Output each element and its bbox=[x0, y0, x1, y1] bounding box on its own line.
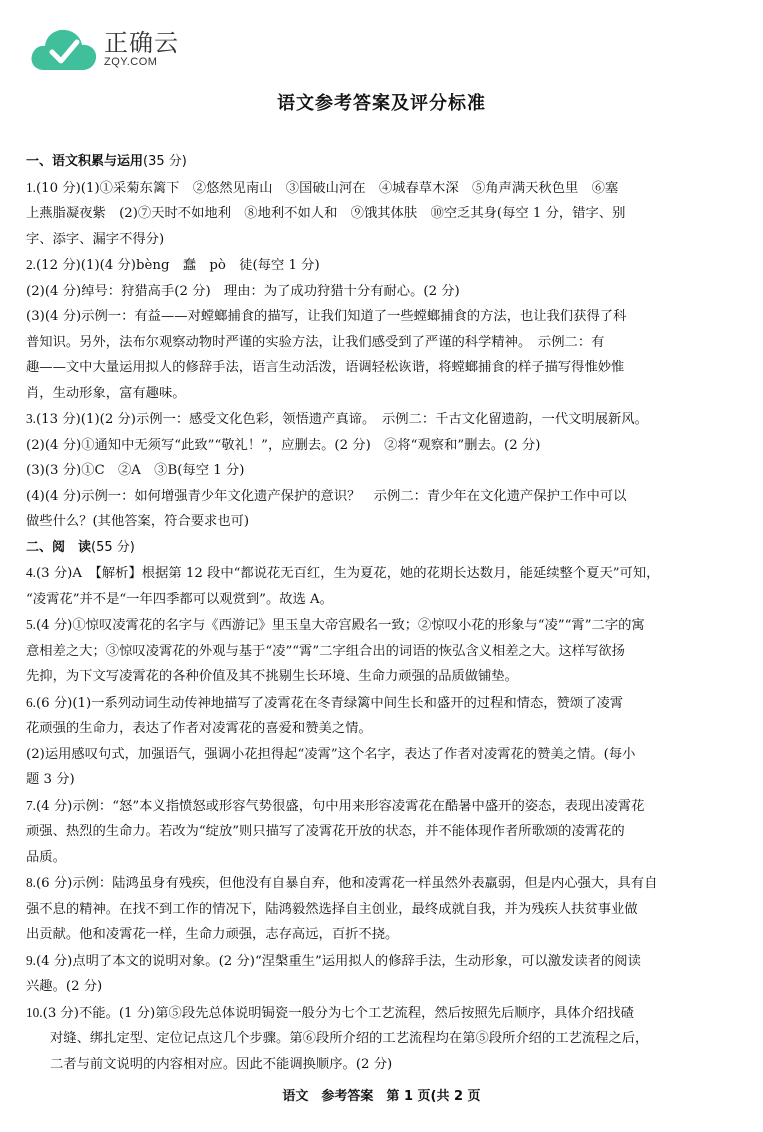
answer-line: 顽强、热烈的生命力。若改为“绽放”则只描写了凌霄花开放的状态，并不能体现作者所歌颂的凌霄花的 bbox=[26, 824, 625, 839]
answer-line: 趣——文中大量运用拟人的修辞手法，语言生动活泼，语调轻松诙谐，将螳螂捕食的样子描写得惟妙惟 bbox=[26, 360, 625, 375]
answer-item bbox=[26, 690, 744, 717]
answer-line: 肖，生动形象，富有趣味。 bbox=[26, 385, 186, 401]
question-number: 3. bbox=[26, 411, 36, 426]
answer-item bbox=[26, 870, 744, 897]
answer-line: (3 分)A 【解析】根据第 12 段中“都说花无百红，生为夏花，她的花期长达数月，能延续整个夏天”可知， bbox=[35, 566, 660, 581]
section-title: 一、语文积累与运用 bbox=[26, 154, 144, 169]
cloud-check-icon bbox=[30, 26, 98, 72]
answer-line: 先抑，为下文写凌霄花的各种价值及其不挑剔生长环境、生命力顽强的品质做铺垫。 bbox=[26, 669, 518, 684]
section-title: 二、阅 读 bbox=[26, 539, 92, 555]
question-number: 7. bbox=[26, 797, 36, 813]
section-points: (35 分) bbox=[143, 154, 187, 169]
answer-line: 题 3 分) bbox=[26, 772, 75, 787]
answer-line: (4 分)点明了本文的说明对象。(2 分)“涅槃重生”运用拟人的修辞手法，生动形象，可以激发读者的阅读 bbox=[35, 953, 641, 969]
answer-item bbox=[26, 252, 744, 279]
answer-line: 对缝、绑扎定型、定位记点这几个步骤。第⑥段所介绍的工艺流程均在第⑤段所介绍的工艺流程之后， bbox=[50, 1031, 649, 1046]
answer-item bbox=[26, 406, 744, 433]
answer-line: 字、添字、漏字不得分) bbox=[26, 231, 165, 247]
question-number: 1. bbox=[26, 179, 36, 195]
answer-line: (4 分)示例：“怒”本义指愤怒或形容气势很盛，句中用来形容凌霄花在酷暑中盛开的姿态，表现出凌霄花 bbox=[35, 798, 645, 814]
answer-line: (3)(3 分)①C ②A ③B(每空 1 分) bbox=[26, 463, 245, 478]
question-number: 2. bbox=[26, 257, 36, 272]
answer-line: 品质。 bbox=[26, 849, 66, 865]
answer-item bbox=[26, 1000, 744, 1078]
question-number: 5. bbox=[26, 617, 36, 632]
section-heading bbox=[26, 535, 744, 561]
answer-line: (2)(4 分)①通知中无须写“此致”“敬礼！”，应删去。(2 分) ②将“观察和”删去。(2 分) bbox=[26, 437, 541, 453]
logo-domain: ZQY.COM bbox=[104, 56, 158, 68]
section-heading bbox=[26, 149, 744, 175]
answer-line: 普知识。另外，法布尔观察动物时严谨的实验方法，让我们感受到了严谨的科学精神。 示例二：有 bbox=[26, 334, 605, 350]
answer-item bbox=[26, 560, 744, 587]
answer-line: (6 分)示例：陆鸿虽身有残疾，但他没有自暴自弃，他和凌霄花一样虽然外表羸弱，但是内心强大，具有自 bbox=[35, 876, 658, 891]
answer-line: (12 分)(1)(4 分)bèng 蠢 pò 徒(每空 1 分) bbox=[35, 258, 320, 273]
answer-line: (2)运用感叹句式，加强语气，强调小花担得起“凌霄”这个名字，表达了作者对凌霄花的赞美之情。(每小 bbox=[26, 746, 636, 762]
answer-line: (6 分)(1)一系列动词生动传神地描写了凌霄花在冬青绿篱中间生长和盛开的过程和情态，赞颂了凌霄 bbox=[35, 695, 624, 711]
question-number: 10. bbox=[26, 1004, 43, 1020]
answer-line: (13 分)(1)(2 分)示例一：感受文化色彩，领悟遗产真谛。 示例二：千古文化留遗韵，一代文明展新风。 bbox=[35, 412, 648, 427]
answer-line: (4)(4 分)示例一：如何增强青少年文化遗产保护的意识？ 示例二：青少年在文化遗产保护工作中可以 bbox=[26, 488, 627, 504]
answer-line bbox=[26, 1000, 744, 1027]
logo-name: 正确云 bbox=[104, 29, 179, 57]
answer-line: “凌霄花”并不是“一年四季都可以观赏到”。故选 A。 bbox=[26, 591, 333, 607]
answer-line: 出贡献。他和凌霄花一样，生命力顽强，志存高远，百折不挠。 bbox=[26, 927, 399, 942]
answer-line: 兴趣。(2 分) bbox=[26, 979, 103, 994]
answer-line: (10 分)(1)①采菊东篱下 ②悠然见南山 ③国破山河在 ④城春草木深 ⑤角声满天秋色里 ⑥塞 bbox=[35, 180, 619, 196]
answer-item bbox=[26, 175, 744, 202]
answer-line: 意相差之大；③惊叹凌霄花的外观与基于“凌”“霄”二字组合出的词语的恢弘含义相差之大。这样写欲扬 bbox=[26, 643, 625, 659]
answer-line: 花顽强的生命力，表达了作者对凌霄花的喜爱和赞美之情。 bbox=[26, 721, 372, 736]
question-number: 6. bbox=[26, 694, 36, 710]
answer-line: 做些什么？(其他答案，符合要求也可) bbox=[26, 514, 250, 529]
answer-line: (3)(4 分)示例一：有益——对螳螂捕食的描写，让我们知道了一些螳螂捕食的方法，也让我们获得了科 bbox=[26, 309, 627, 324]
answer-item bbox=[26, 948, 744, 975]
answer-item bbox=[26, 612, 744, 639]
answer-line: (3 分)不能。(1 分)第⑤段先总体说明锔瓷一般分为七个工艺流程，然后按照先后顺序，具体介绍找碴 bbox=[42, 1005, 634, 1021]
answer-line: (2)(4 分)绰号：狩猎高手(2 分) 理由：为了成功狩猎十分有耐心。(2 分) bbox=[26, 283, 460, 299]
page-title: 语文参考答案及评分标准 bbox=[277, 93, 486, 114]
answer-line: 上燕脂凝夜紫 (2)⑦天时不如地利 ⑧地利不如人和 ⑨饿其体肤 ⑩空乏其身(每空 1 分，错字、别 bbox=[26, 206, 626, 221]
logo bbox=[30, 26, 179, 72]
answer-line: 强不息的精神。在找不到工作的情况下，陆鸿毅然选择自主创业，最终成就自我，并为残疾人扶贫事业做 bbox=[26, 901, 638, 917]
answer-line: 二者与前文说明的内容相对应。因此不能调换顺序。(2 分) bbox=[50, 1056, 393, 1072]
question-number: 4. bbox=[26, 565, 36, 580]
answer-content bbox=[26, 149, 744, 1077]
section-points: (55 分) bbox=[91, 539, 135, 555]
answer-item bbox=[26, 793, 744, 820]
answer-line: (4 分)①惊叹凌霄花的名字与《西游记》里玉皇大帝宫殿名一致；②惊叹小花的形象与“凌”“霄”二字的寓 bbox=[35, 618, 645, 633]
question-number: 9. bbox=[26, 952, 36, 968]
question-number: 8. bbox=[26, 875, 36, 890]
page-footer: 语文 参考答案 第 1 页(共 2 页 bbox=[282, 1089, 481, 1104]
